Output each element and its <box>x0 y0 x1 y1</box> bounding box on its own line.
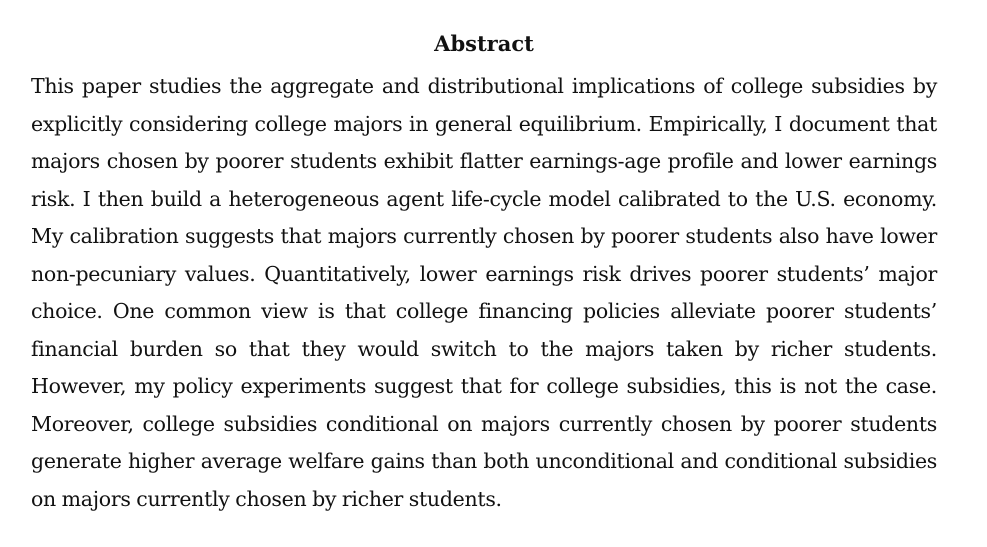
abstract-text: This paper studies the aggregate and distributional implications of college subsidies by explicitly considering college majors in general equilibrium. Empirically, I document that majors chosen by poorer students exhibit flatter earnings-age profile and lower earnings risk. I then build a heterogeneous agent life-cycle model calibrated to the U.S. economy. My calibration suggests that majors currently chosen by poorer students also have lower non-pecuniary values. Quantitatively, lower earnings risk drives poorer students’ major choice. One common view is that college financing policies alleviate poorer students’ financial burden so that they would switch to the majors taken by richer students. However, my policy experiments suggest that for college subsidies, this is not the case. Moreover, college subsidies conditional on majors currently chosen by poorer students generate higher average welfare gains than both unconditional and conditional subsidies on majors currently chosen by richer students. <box>31 74 937 511</box>
abstract-section <box>31 30 937 518</box>
abstract-heading: Abstract <box>434 31 534 56</box>
